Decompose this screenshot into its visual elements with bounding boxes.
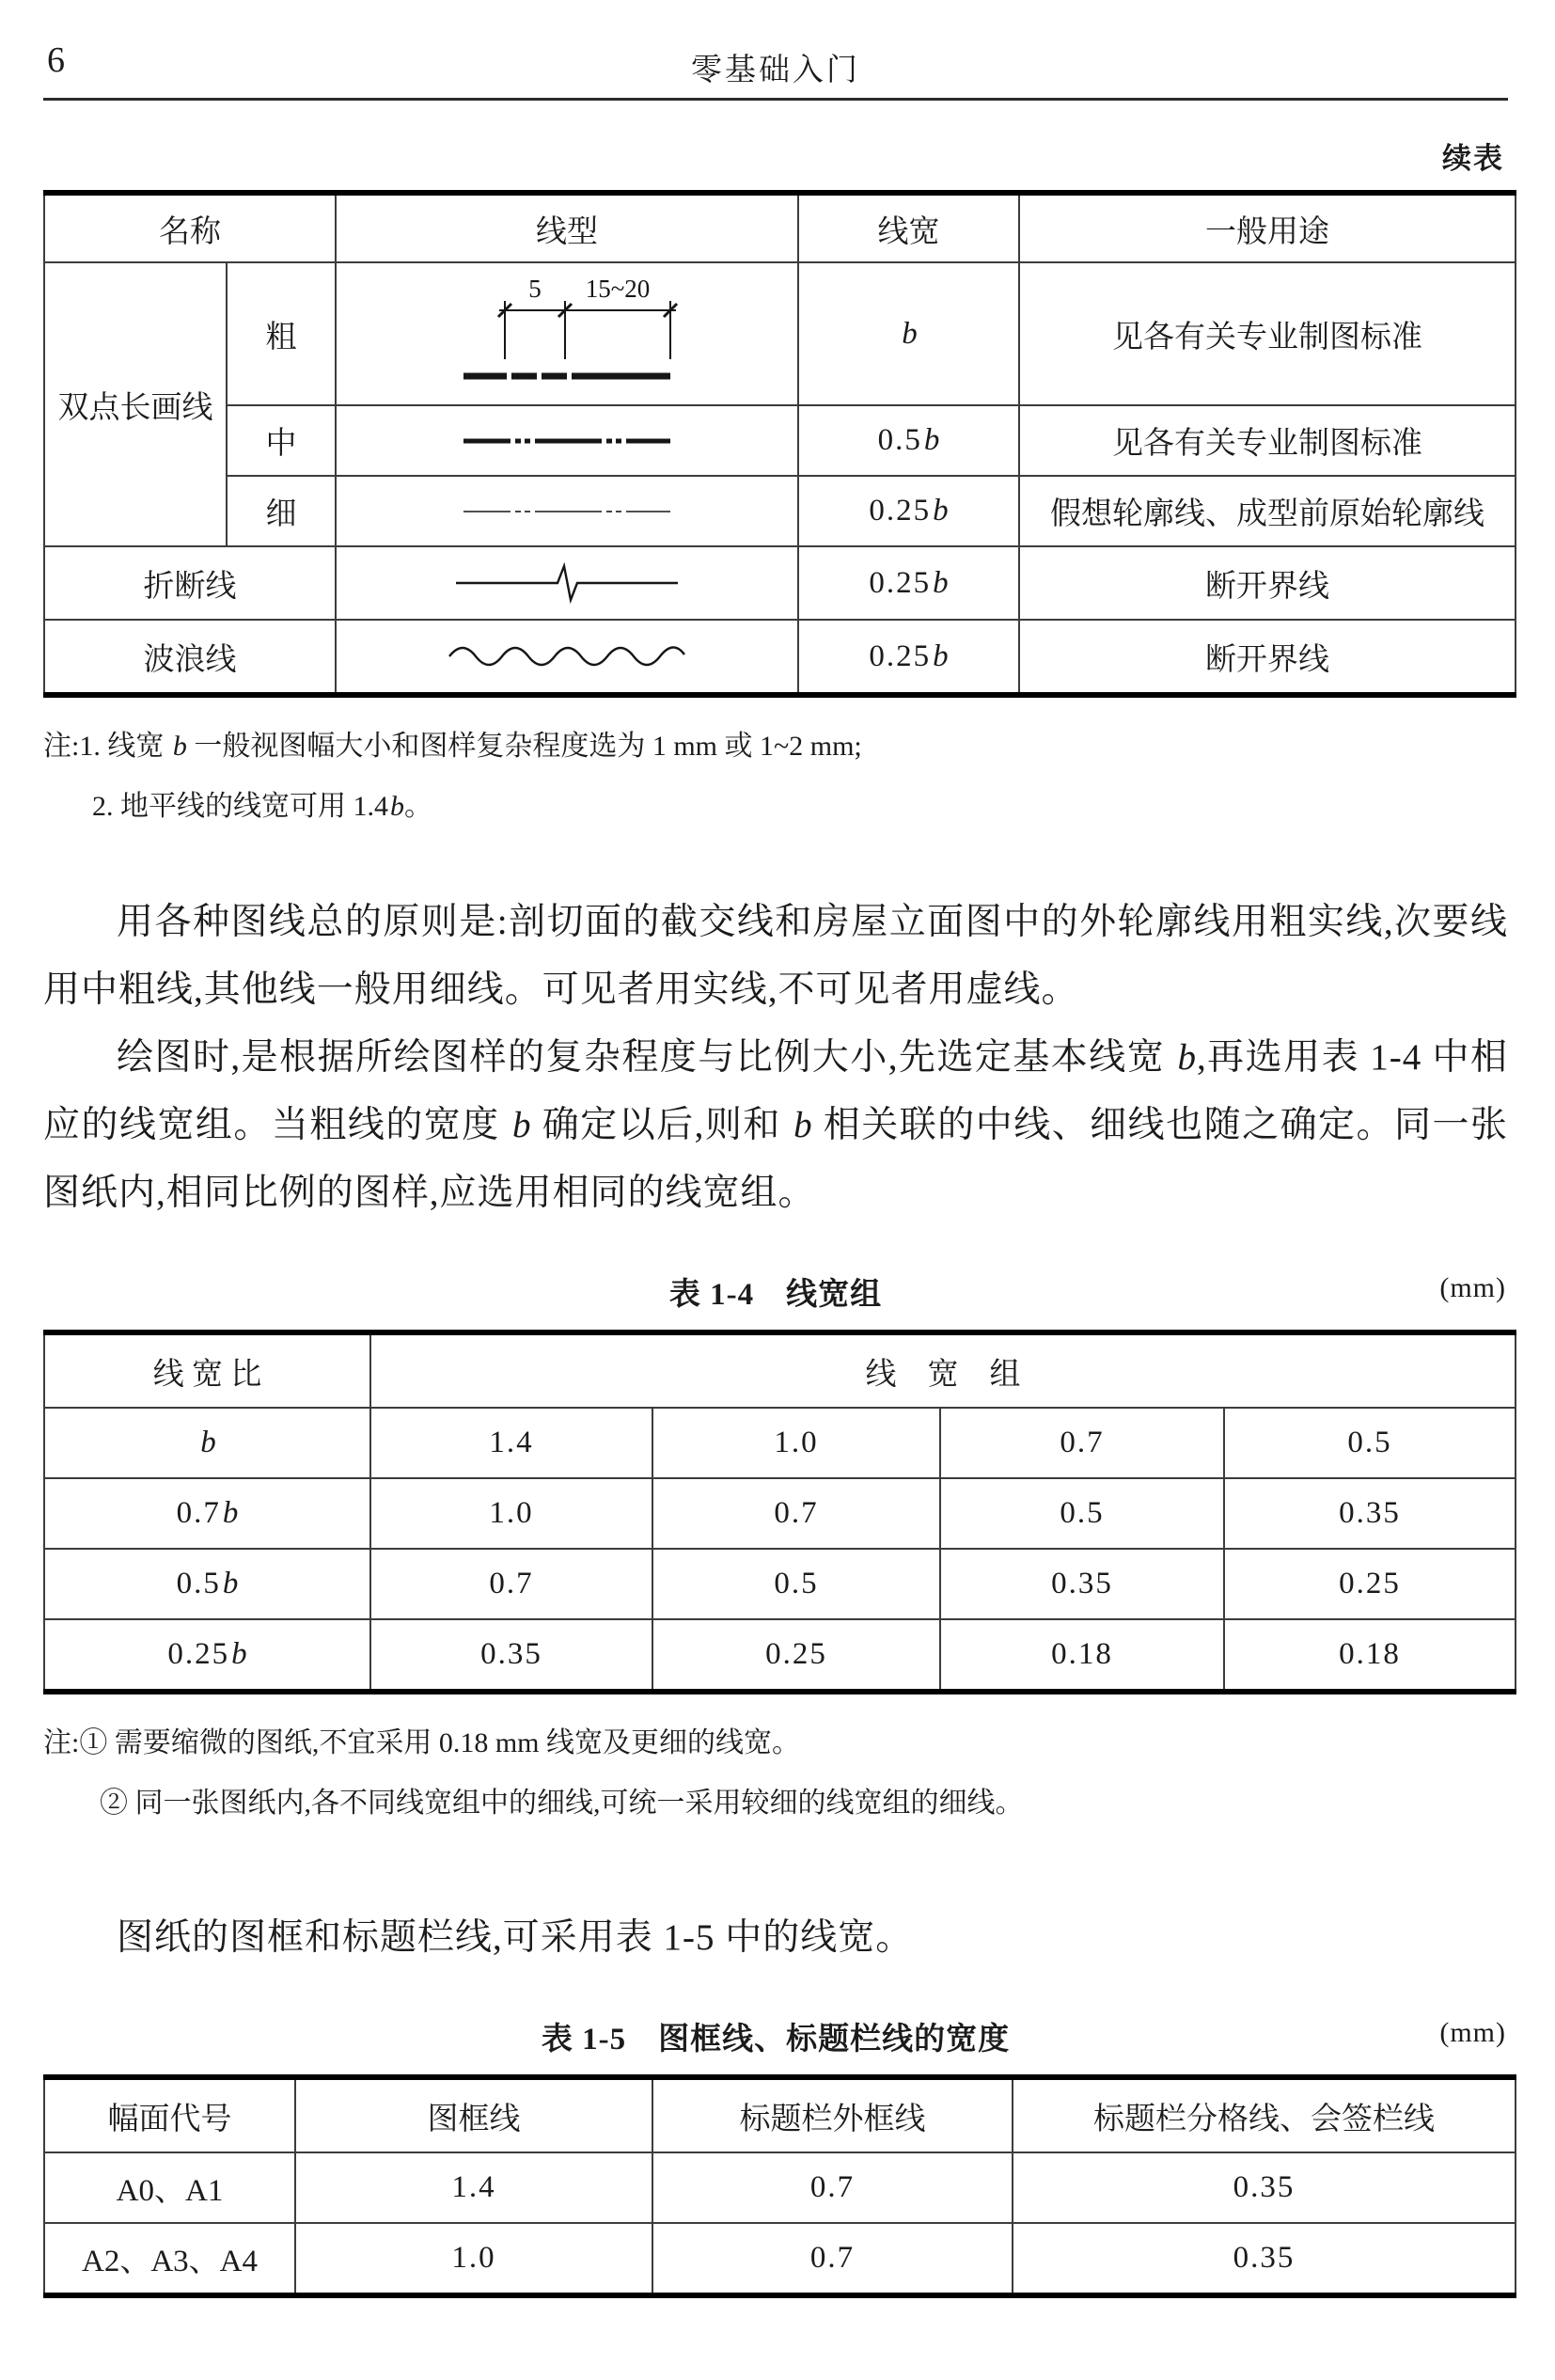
border-line-width-table [43, 2074, 1516, 2298]
col-header-width-ratio: 线 宽 比 [44, 1332, 370, 1408]
value-cell: 1.0 [370, 1478, 652, 1549]
medium-double-dot-dash-diagram [463, 434, 671, 448]
running-head-title: 零基础入门 [691, 54, 860, 87]
note-line-2: 2. 地平线的线宽可用 1.4b。 [92, 791, 432, 822]
table-1-4-caption [43, 1269, 1508, 1311]
col-header-use: 一般用途 [1019, 193, 1516, 262]
ratio-cell: b [44, 1408, 370, 1478]
table-1-4-unit: (mm) [1439, 1272, 1506, 1303]
value-cell: 0.35 [1224, 1478, 1516, 1549]
value-cell: 1.4 [295, 2152, 652, 2223]
table-1-4-title: 表 1-4 线宽组 [668, 1278, 883, 1312]
width-cell-medium: 0.5b [798, 405, 1019, 476]
value-cell: 0.18 [940, 1619, 1224, 1692]
body-paragraph-3: 图纸的图框和标题栏线,可采用表 1-5 中的线宽。 [117, 1917, 914, 1958]
break-line-diagram [452, 561, 682, 605]
use-cell-medium: 见各有关专业制图标准 [1019, 405, 1516, 476]
value-cell: 0.7 [652, 2152, 1013, 2223]
ratio-cell: 0.25b [44, 1619, 370, 1692]
name-cell-wavy-line: 波浪线 [44, 620, 336, 695]
width-cell-break-line: 0.25b [798, 546, 1019, 620]
table-1-5-caption [43, 2014, 1508, 2056]
page-number: 6 [47, 40, 65, 80]
ratio-cell: 0.5b [44, 1549, 370, 1619]
line-type-table-header-row [44, 193, 1516, 262]
width-cell-thick: b [798, 262, 1019, 405]
width-group-row-07b [44, 1478, 1516, 1549]
value-cell: 0.7 [652, 1478, 940, 1549]
width-group-row-05b [44, 1549, 1516, 1619]
value-cell: 0.35 [1013, 2152, 1516, 2223]
page-header [43, 24, 1508, 101]
col-header-width-group: 线 宽 组 [370, 1332, 1516, 1408]
value-cell: 0.25 [1224, 1549, 1516, 1619]
table-1-5-title: 表 1-5 图框线、标题栏线的宽度 [541, 2023, 1011, 2057]
sheet-code-cell: A2、A3、A4 [44, 2223, 295, 2295]
wavy-line-diagram [445, 637, 689, 676]
use-cell-wavy-line: 断开界线 [1019, 620, 1516, 695]
col-header-name: 名称 [44, 193, 336, 262]
col-header-sheet-code: 幅面代号 [44, 2077, 295, 2152]
diagram-cell-medium [336, 405, 798, 476]
value-cell: 1.0 [295, 2223, 652, 2295]
value-cell: 0.7 [652, 2223, 1013, 2295]
value-cell: 1.0 [652, 1408, 940, 1478]
table-row-thick [44, 262, 1516, 405]
line-type-table [43, 190, 1516, 698]
diagram-cell-break-line [336, 546, 798, 620]
border-line-row-a0a1 [44, 2152, 1516, 2223]
note-circled-2: ② 同一张图纸内,各不同线宽组中的细线,可统一采用较细的线宽组的细线。 [100, 1788, 1024, 1819]
value-cell: 0.35 [940, 1549, 1224, 1619]
dim-label-large: 15~20 [585, 278, 651, 303]
note-circled-1: 注:① 需要缩微的图纸,不宜采用 0.18 mm 线宽及更细的线宽。 [43, 1727, 801, 1758]
ratio-cell: 0.7b [44, 1478, 370, 1549]
width-group-header-row [44, 1332, 1516, 1408]
group-label-cell: 双点长画线 [44, 262, 227, 546]
table-row-thin [44, 476, 1516, 546]
value-cell: 0.35 [370, 1619, 652, 1692]
border-line-row-a2a3a4 [44, 2223, 1516, 2295]
weight-cell-thin: 细 [227, 476, 336, 546]
value-cell: 0.5 [940, 1478, 1224, 1549]
diagram-cell-thick [336, 262, 798, 405]
use-cell-thin: 假想轮廓线、成型前原始轮廓线 [1019, 476, 1516, 546]
continued-table-label: 续表 [1442, 142, 1504, 175]
use-cell-thick: 见各有关专业制图标准 [1019, 262, 1516, 405]
col-header-titleblock-divider: 标题栏分格线、会签栏线 [1013, 2077, 1516, 2152]
use-cell-break-line: 断开界线 [1019, 546, 1516, 620]
diagram-cell-wavy-line [336, 620, 798, 695]
value-cell: 0.5 [1224, 1408, 1516, 1478]
table-row-medium [44, 405, 1516, 476]
border-line-header-row [44, 2077, 1516, 2152]
thin-double-dot-dash-diagram [463, 505, 671, 518]
width-cell-thin: 0.25b [798, 476, 1019, 546]
thick-double-dot-dash-diagram [452, 278, 682, 389]
value-cell: 1.4 [370, 1408, 652, 1478]
width-group-table-notes [43, 1713, 1508, 1834]
value-cell: 0.18 [1224, 1619, 1516, 1692]
weight-cell-thick: 粗 [227, 262, 336, 405]
table-1-5-unit: (mm) [1439, 2017, 1506, 2048]
value-cell: 0.25 [652, 1619, 940, 1692]
value-cell: 0.35 [1013, 2223, 1516, 2295]
body-paragraph-1: 用各种图线总的原则是:剖切面的截交线和房屋立面图中的外轮廓线用粗实线,次要线用中粗线,其他线一般用细线。可见者用实线,不可见者用虚线。 [43, 902, 1508, 1010]
width-group-row-b [44, 1408, 1516, 1478]
col-header-linetype: 线型 [336, 193, 798, 262]
col-header-linewidth: 线宽 [798, 193, 1019, 262]
value-cell: 0.7 [940, 1408, 1224, 1478]
width-group-table [43, 1330, 1516, 1694]
width-group-row-025b [44, 1619, 1516, 1692]
sheet-code-cell: A0、A1 [44, 2152, 295, 2223]
note-line-1: 注:1. 线宽 b 一般视图幅大小和图样复杂程度选为 1 mm 或 1~2 mm; [43, 731, 862, 762]
body-paragraph-2: 绘图时,是根据所绘图样的复杂程度与比例大小,先选定基本线宽 b,再选用表 1-4 中相应的线宽组。当粗线的宽度 b 确定以后,则和 b 相关联的中线、细线也随之确定。同一张图纸内,相同比例的图样,应选用相同的线宽组。 [43, 1037, 1508, 1213]
value-cell: 0.7 [370, 1549, 652, 1619]
line-type-table-notes [43, 717, 1508, 837]
width-cell-wavy-line: 0.25b [798, 620, 1019, 695]
name-cell-break-line: 折断线 [44, 546, 336, 620]
col-header-frame-line: 图框线 [295, 2077, 652, 2152]
value-cell: 0.5 [652, 1549, 940, 1619]
weight-cell-medium: 中 [227, 405, 336, 476]
diagram-cell-thin [336, 476, 798, 546]
dim-label-small: 5 [528, 278, 542, 303]
col-header-titleblock-outline: 标题栏外框线 [652, 2077, 1013, 2152]
table-row-wavy-line [44, 620, 1516, 695]
table-row-break-line [44, 546, 1516, 620]
